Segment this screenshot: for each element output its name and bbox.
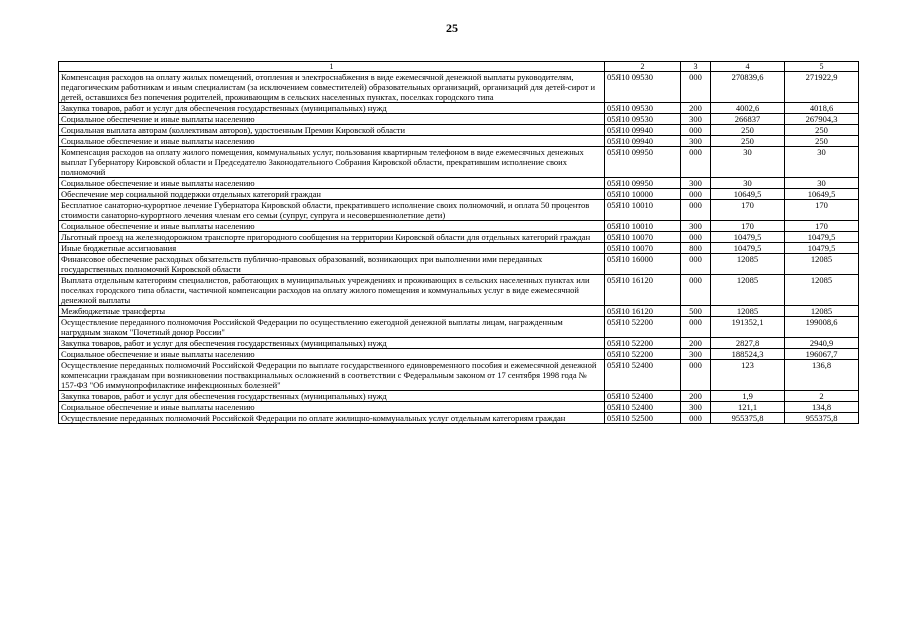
row-type-cell: 200 xyxy=(681,391,711,402)
row-value-col4-cell: 955375,8 xyxy=(711,413,785,424)
row-name-cell: Компенсация расходов на оплату жилого помещения, коммунальных услуг, пользования квартирным телефоном в виде ежемесячных денежных выплат Губернатору Кировской области и Председателю Законодательного Собрания Кировской области, прекратившим исполнение своих полномочий xyxy=(59,147,605,178)
row-code-cell: 05Я10 10010 xyxy=(605,221,681,232)
row-code-cell: 05Я10 10070 xyxy=(605,243,681,254)
row-value-col5-cell: 196067,7 xyxy=(785,349,859,360)
row-code-cell: 05Я10 10070 xyxy=(605,232,681,243)
table-row xyxy=(59,338,859,349)
row-value-col4-cell: 30 xyxy=(711,178,785,189)
row-type-cell: 300 xyxy=(681,114,711,125)
row-code-cell: 05Я10 09950 xyxy=(605,147,681,178)
row-type-cell: 000 xyxy=(681,254,711,275)
table-row xyxy=(59,243,859,254)
table-row xyxy=(59,349,859,360)
table-row xyxy=(59,306,859,317)
table-row xyxy=(59,72,859,103)
row-value-col4-cell: 250 xyxy=(711,136,785,147)
table-row xyxy=(59,391,859,402)
row-value-col4-cell: 1,9 xyxy=(711,391,785,402)
row-type-cell: 000 xyxy=(681,72,711,103)
row-value-col4-cell: 266837 xyxy=(711,114,785,125)
row-name-cell: Осуществление переданных полномочий Российской Федерации по оплате жилищно-коммунальных услуг отдельным категориям граждан xyxy=(59,413,605,424)
row-value-col4-cell: 250 xyxy=(711,125,785,136)
table-row xyxy=(59,200,859,221)
row-name-cell: Осуществление переданных полномочий Российской Федерации по выплате государственного единовременного пособия и ежемесячной денежной компенсации гражданам при возникновении поствакцинальных осложнений в соответствии с Федеральным законом от 17 сентября 1998 года № 157-ФЗ "Об иммунопрофилактике инфекционных болезней" xyxy=(59,360,605,391)
row-value-col4-cell: 30 xyxy=(711,147,785,178)
table-body xyxy=(59,72,859,424)
row-code-cell: 05Я10 09530 xyxy=(605,103,681,114)
row-value-col5-cell: 170 xyxy=(785,200,859,221)
row-code-cell: 05Я10 09940 xyxy=(605,136,681,147)
table-row xyxy=(59,413,859,424)
budget-table xyxy=(58,61,859,424)
column-header: 3 xyxy=(681,62,711,72)
row-type-cell: 800 xyxy=(681,243,711,254)
row-value-col4-cell: 188524,3 xyxy=(711,349,785,360)
row-value-col5-cell: 271922,9 xyxy=(785,72,859,103)
table-row xyxy=(59,114,859,125)
row-value-col5-cell: 136,8 xyxy=(785,360,859,391)
row-code-cell: 05Я10 52500 xyxy=(605,413,681,424)
row-type-cell: 000 xyxy=(681,232,711,243)
row-value-col5-cell: 10479,5 xyxy=(785,243,859,254)
row-value-col5-cell: 4018,6 xyxy=(785,103,859,114)
row-type-cell: 300 xyxy=(681,402,711,413)
row-name-cell: Социальное обеспечение и иные выплаты населению xyxy=(59,221,605,232)
row-value-col4-cell: 191352,1 xyxy=(711,317,785,338)
row-name-cell: Закупка товаров, работ и услуг для обеспечения государственных (муниципальных) нужд xyxy=(59,338,605,349)
row-value-col5-cell: 30 xyxy=(785,178,859,189)
row-value-col5-cell: 12085 xyxy=(785,306,859,317)
row-value-col4-cell: 170 xyxy=(711,221,785,232)
row-value-col5-cell: 30 xyxy=(785,147,859,178)
row-name-cell: Закупка товаров, работ и услуг для обеспечения государственных (муниципальных) нужд xyxy=(59,103,605,114)
row-value-col4-cell: 121,1 xyxy=(711,402,785,413)
table-row xyxy=(59,136,859,147)
row-code-cell: 05Я10 09950 xyxy=(605,178,681,189)
row-value-col4-cell: 12085 xyxy=(711,254,785,275)
row-name-cell: Социальное обеспечение и иные выплаты населению xyxy=(59,114,605,125)
row-value-col4-cell: 10479,5 xyxy=(711,243,785,254)
row-value-col4-cell: 270839,6 xyxy=(711,72,785,103)
row-name-cell: Социальное обеспечение и иные выплаты населению xyxy=(59,136,605,147)
column-header: 1 xyxy=(59,62,605,72)
table-row xyxy=(59,402,859,413)
row-value-col5-cell: 12085 xyxy=(785,275,859,306)
table-row xyxy=(59,125,859,136)
row-type-cell: 000 xyxy=(681,360,711,391)
table-row xyxy=(59,317,859,338)
table-row xyxy=(59,254,859,275)
row-code-cell: 05Я10 10010 xyxy=(605,200,681,221)
row-code-cell: 05Я10 16120 xyxy=(605,275,681,306)
row-code-cell: 05Я10 52200 xyxy=(605,317,681,338)
row-name-cell: Иные бюджетные ассигнования xyxy=(59,243,605,254)
row-name-cell: Выплата отдельным категориям специалистов, работающих в муниципальных учреждениях и проживающих в сельских населенных пунктах или поселках городского типа области, частичной компенсации расходов на оплату жилого помещения и коммунальных услуг в виде ежемесячной денежной выплаты xyxy=(59,275,605,306)
row-name-cell: Социальное обеспечение и иные выплаты населению xyxy=(59,349,605,360)
row-type-cell: 000 xyxy=(681,200,711,221)
row-type-cell: 000 xyxy=(681,189,711,200)
table-row xyxy=(59,189,859,200)
row-value-col5-cell: 250 xyxy=(785,136,859,147)
row-type-cell: 200 xyxy=(681,103,711,114)
row-code-cell: 05Я10 10000 xyxy=(605,189,681,200)
header-row xyxy=(59,62,859,72)
row-type-cell: 300 xyxy=(681,136,711,147)
row-type-cell: 000 xyxy=(681,317,711,338)
row-name-cell: Компенсация расходов на оплату жилых помещений, отопления и электроснабжения в виде ежемесячной денежной выплаты руководителям, педагогическим работникам и иным специалистам (за исключением совместителей) образовательных организаций, организаций для детей-сирот и детей, оставшихся без попечения родителей, проживающим в сельских населенных пунктах, поселках городского типа xyxy=(59,72,605,103)
row-name-cell: Бесплатное санаторно-курортное лечение Губернатора Кировской области, прекратившего исполнение своих полномочий, и оплата 50 процентов стоимости санаторно-курортного лечения членам его семьи (супруг, супруга и несовершеннолетние дети) xyxy=(59,200,605,221)
row-value-col5-cell: 10649,5 xyxy=(785,189,859,200)
row-type-cell: 300 xyxy=(681,349,711,360)
row-name-cell: Социальная выплата авторам (коллективам авторов), удостоенным Премии Кировской области xyxy=(59,125,605,136)
column-header: 5 xyxy=(785,62,859,72)
row-name-cell: Межбюджетные трансферты xyxy=(59,306,605,317)
row-value-col4-cell: 10649,5 xyxy=(711,189,785,200)
page-number: 25 xyxy=(446,21,458,35)
row-code-cell: 05Я10 52400 xyxy=(605,391,681,402)
row-code-cell: 05Я10 52400 xyxy=(605,360,681,391)
row-name-cell: Закупка товаров, работ и услуг для обеспечения государственных (муниципальных) нужд xyxy=(59,391,605,402)
table-row xyxy=(59,147,859,178)
row-value-col4-cell: 12085 xyxy=(711,275,785,306)
table-row xyxy=(59,178,859,189)
table-row xyxy=(59,360,859,391)
row-value-col5-cell: 170 xyxy=(785,221,859,232)
table-row xyxy=(59,232,859,243)
row-value-col5-cell: 134,8 xyxy=(785,402,859,413)
row-value-col5-cell: 250 xyxy=(785,125,859,136)
row-type-cell: 000 xyxy=(681,275,711,306)
row-type-cell: 300 xyxy=(681,221,711,232)
row-name-cell: Осуществление переданного полномочия Российской Федерации по осуществлению ежегодной денежной выплаты лицам, награжденным нагрудным знаком "Почетный донор России" xyxy=(59,317,605,338)
row-type-cell: 200 xyxy=(681,338,711,349)
row-code-cell: 05Я10 52200 xyxy=(605,338,681,349)
row-name-cell: Финансовое обеспечение расходных обязательств публично-правовых образований, возникающих при выполнении ими переданных государственных полномочий Кировской области xyxy=(59,254,605,275)
row-code-cell: 05Я10 09530 xyxy=(605,72,681,103)
row-code-cell: 05Я10 52400 xyxy=(605,402,681,413)
row-name-cell: Льготный проезд на железнодорожном транспорте пригородного сообщения на территории Кировской области для отдельных категорий граждан xyxy=(59,232,605,243)
row-value-col5-cell: 267904,3 xyxy=(785,114,859,125)
row-name-cell: Социальное обеспечение и иные выплаты населению xyxy=(59,402,605,413)
table-row xyxy=(59,275,859,306)
row-value-col5-cell: 2940,9 xyxy=(785,338,859,349)
row-value-col5-cell: 2 xyxy=(785,391,859,402)
row-type-cell: 300 xyxy=(681,178,711,189)
row-code-cell: 05Я10 16000 xyxy=(605,254,681,275)
row-value-col5-cell: 10479,5 xyxy=(785,232,859,243)
row-code-cell: 05Я10 16120 xyxy=(605,306,681,317)
row-value-col4-cell: 10479,5 xyxy=(711,232,785,243)
row-code-cell: 05Я10 09940 xyxy=(605,125,681,136)
row-type-cell: 000 xyxy=(681,125,711,136)
table-row xyxy=(59,221,859,232)
row-name-cell: Социальное обеспечение и иные выплаты населению xyxy=(59,178,605,189)
row-value-col4-cell: 4002,6 xyxy=(711,103,785,114)
row-code-cell: 05Я10 52200 xyxy=(605,349,681,360)
row-name-cell: Обеспечение мер социальной поддержки отдельных категорий граждан xyxy=(59,189,605,200)
row-type-cell: 000 xyxy=(681,413,711,424)
table-row xyxy=(59,103,859,114)
row-value-col4-cell: 12085 xyxy=(711,306,785,317)
row-value-col5-cell: 12085 xyxy=(785,254,859,275)
row-code-cell: 05Я10 09530 xyxy=(605,114,681,125)
row-value-col4-cell: 170 xyxy=(711,200,785,221)
row-value-col4-cell: 123 xyxy=(711,360,785,391)
row-type-cell: 000 xyxy=(681,147,711,178)
row-value-col5-cell: 955375,8 xyxy=(785,413,859,424)
row-value-col5-cell: 199008,6 xyxy=(785,317,859,338)
row-type-cell: 500 xyxy=(681,306,711,317)
column-header: 4 xyxy=(711,62,785,72)
column-header: 2 xyxy=(605,62,681,72)
row-value-col4-cell: 2827,8 xyxy=(711,338,785,349)
